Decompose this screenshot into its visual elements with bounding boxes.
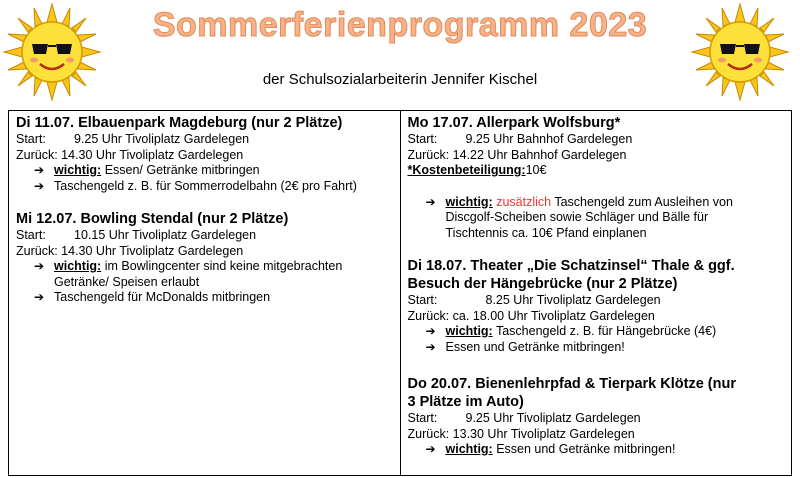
bullet-text-continued: Getränke/ Speisen erlaubt <box>54 274 200 289</box>
event-heading-continued: Besuch der Hängebrücke (nur 2 Plätze) <box>407 276 678 292</box>
arrow-icon: ➔ <box>34 178 45 193</box>
arrow-icon: ➔ <box>425 194 436 209</box>
start-label: Start: <box>407 293 438 307</box>
return-value: 14.30 Uhr Tivoliplatz Gardelegen <box>61 243 244 258</box>
cost-label: *Kostenbeteiligung: <box>407 163 526 177</box>
event-heading: Di 18.07. Theater „Die Schatzinsel“ Thale & ggf. <box>407 258 735 274</box>
start-value: 9.25 Uhr Tivoliplatz Gardelegen <box>465 411 641 425</box>
bullet-text: Essen/ Getränke mitbringen <box>101 163 260 177</box>
cost-value: 10€ <box>525 163 547 177</box>
event-heading: Mi 12.07. Bowling Stendal (nur 2 Plätze) <box>16 211 289 227</box>
important-label: wichtig: <box>445 194 493 209</box>
start-value: 9.25 Uhr Tivoliplatz Gardelegen <box>74 132 250 146</box>
bullet-text: Taschengeld für McDonalds mitbringen <box>54 290 271 304</box>
event-heading-continued: 3 Plätze im Auto) <box>407 394 524 410</box>
page-title: Sommerferienprogramm 2023 <box>152 6 648 44</box>
start-label: Start: <box>407 132 438 146</box>
bullet-text: Taschengeld z. B. für Sommerrodelbahn (2€ pro Fahrt) <box>54 178 357 193</box>
program-column-left <box>9 111 401 476</box>
bullet-text: Essen und Getränke mitbringen! <box>492 442 676 456</box>
arrow-icon: ➔ <box>34 290 45 304</box>
start-label: Start: <box>16 132 46 146</box>
return-value: 14.30 Uhr Tivoliplatz Gardelegen <box>61 147 244 162</box>
arrow-icon: ➔ <box>425 339 436 354</box>
start-value: 10.15 Uhr Tivoliplatz Gardelegen <box>74 228 257 242</box>
important-label: wichtig: <box>445 442 493 456</box>
important-label: wichtig: <box>54 163 102 177</box>
arrow-icon: ➔ <box>425 442 436 456</box>
event-heading: Di 11.07. Elbauenpark Magdeburg (nur 2 Plätze) <box>16 115 343 131</box>
additional-highlight: zusätzlich <box>492 194 552 209</box>
arrow-icon: ➔ <box>34 259 45 273</box>
arrow-icon: ➔ <box>34 163 45 177</box>
return-label: Zurück: <box>407 426 450 441</box>
return-label: Zurück: <box>16 147 58 162</box>
bullet-text: Essen und Getränke mitbringen! <box>445 339 625 354</box>
start-label: Start: <box>16 228 46 242</box>
program-column-right <box>400 111 792 476</box>
bullet-text-continued: Tischtennis ca. 10€ Pfand einplanen <box>445 225 647 240</box>
bullet-text-continued: Discgolf-Scheiben sowie Schläger und Bälle für <box>445 210 709 224</box>
return-value: 14.22 Uhr Bahnhof Gardelegen <box>452 147 627 162</box>
event-heading: Do 20.07. Bienenlehrpfad & Tierpark Klötze (nur <box>407 376 736 392</box>
start-label: Start: <box>407 411 438 425</box>
arrow-icon: ➔ <box>425 324 436 338</box>
important-label: wichtig: <box>445 324 493 338</box>
start-value: 9.25 Uhr Bahnhof Gardelegen <box>465 132 633 146</box>
return-label: Zurück: <box>407 147 450 162</box>
bullet-text: Taschengeld zum Ausleihen von <box>551 194 733 209</box>
event-heading: Mo 17.07. Allerpark Wolfsburg* <box>407 115 621 131</box>
page-subtitle: der Schulsozialarbeiterin Jennifer Kischel <box>262 71 538 88</box>
program-table <box>8 110 792 476</box>
bullet-text: im Bowlingcenter sind keine mitgebrachten <box>101 259 343 273</box>
start-value: 8.25 Uhr Tivoliplatz Gardelegen <box>485 293 661 307</box>
bullet-text: Taschengeld z. B. für Hängebrücke (4€) <box>492 324 717 338</box>
return-value: ca. 18.00 Uhr Tivoliplatz Gardelegen <box>452 308 655 323</box>
return-value: 13.30 Uhr Tivoliplatz Gardelegen <box>452 426 635 441</box>
return-label: Zurück: <box>16 243 58 258</box>
important-label: wichtig: <box>54 259 102 273</box>
return-label: Zurück: <box>407 308 450 323</box>
